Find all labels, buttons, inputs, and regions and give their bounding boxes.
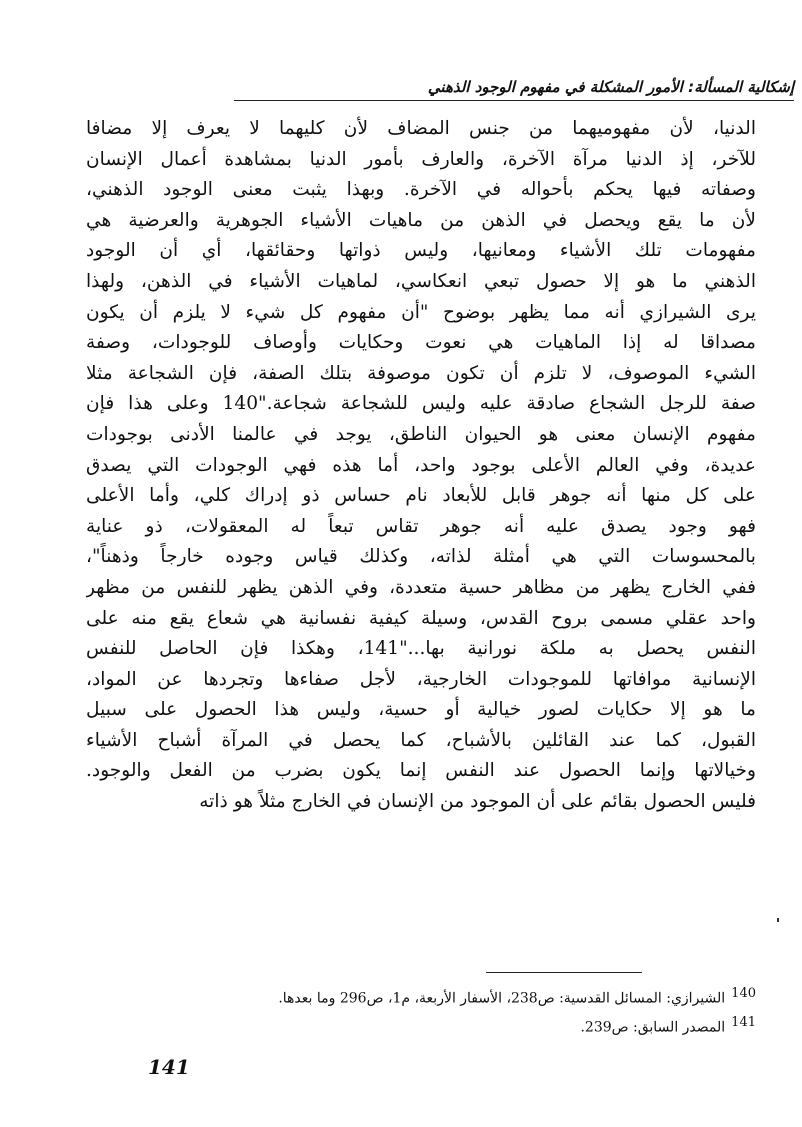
text-line: ففي الخارج يظهر من مظاهر حسية متعددة، وفي الذهن يظهر للنفس من مظهر — [86, 576, 756, 598]
text-line: عديدة، وفي العالم الأعلى بوجود واحد، أما هذه فهي الوجودات التي يصدق — [86, 454, 756, 476]
text-line: مفهوم الإنسان معنى هو الحيوان الناطق، يوجد في عالمنا الأدنى بوجودات — [86, 423, 756, 445]
footnote-number: 140 — [731, 986, 756, 1001]
text-line: القبول، كما عند القائلين بالأشباح، كما يحصل في المرآة أشباح الأشياء — [86, 729, 756, 751]
text-line: مفهومات تلك الأشياء ومعانيها، وليس ذواتها وحقائقها، أي أن الوجود — [86, 240, 756, 262]
text-line: الإنسانية موافاتها للموجودات الخارجية، لأجل صفاءها وتجردها عن المواد، — [86, 668, 756, 690]
running-header: إشكالية المسألة: الأمور المشكلة في مفهوم الوجود الذهني — [234, 78, 794, 101]
page-number: 141 — [148, 1055, 190, 1079]
footnote-divider — [486, 972, 642, 973]
text-line: وصفاته فيها يحكم بأحواله في الآخرة. وبهذا يثبت معنى الوجود الذهني، — [86, 179, 756, 201]
text-line: مصداقا له إذا الماهيات هي نعوت وحكايات وأوصاف للوجودات، وصفة — [86, 332, 756, 354]
text-line: واحد عقلي مسمى بروح القدس، وسيلة كيفية نفسانية هي شعاع يقع منه على — [86, 607, 756, 629]
footnotes — [116, 982, 756, 1039]
text-line: ما هو إلا حكايات لصور خيالية أو حسية، وليس هذا الحصول على سبيل — [86, 699, 756, 721]
text-line: الذهني ما هو إلا حصول تبعي انعكاسي، لماهيات الأشياء في الذهن، ولهذا — [86, 270, 756, 292]
text-line: يرى الشيرازي أنه مما يظهر بوضوح "أن مفهوم كل شيء لا يلزم أن يكون — [86, 301, 756, 323]
footnote-number: 141 — [731, 1014, 756, 1030]
footnote-text: الشيرازي: المسائل القدسية: ص238، الأسفار الأربعة، م1، ص296 وما بعدها. — [278, 990, 726, 1007]
text-line: للآخر، إذ الدنيا مرآة الآخرة، والعارف بأمور الدنيا بمشاهدة أعمال الإنسان — [86, 148, 756, 170]
text-line: فليس الحصول بقائم على أن الموجود من الإنسان في الخارج مثلاً هو ذاته — [199, 791, 756, 813]
text-line: الشيء الموصوف، لا تلزم أن تكون موصوفة بتلك الصفة، فإن الشجاعة مثلا — [86, 362, 756, 384]
text-line: وخيالاتها وإنما الحصول عند النفس إنما يكون بضرب من الفعل والوجود. — [86, 760, 756, 782]
text-line: صفة للرجل الشجاع صادقة عليه وليس للشجاعة شجاعة."140 وعلى هذا فإن — [86, 393, 756, 415]
text-line: بالمحسوسات التي هي أمثلة لذاته، وكذلك قياس وجوده خارجاً وذهناً"، — [86, 546, 756, 568]
scan-speck — [777, 918, 779, 922]
footnote-140 — [116, 982, 756, 1011]
text-line: لأن ما يقع ويحصل في الذهن من ماهيات الأشياء الجوهرية والعرضية هي — [86, 209, 756, 231]
footnote-141 — [116, 1011, 756, 1040]
text-line: فهو وجود يصدق عليه أنه جوهر تقاس تبعاً له المعقولات، ذو عناية — [86, 515, 756, 537]
text-line: الدنيا، لأن مفهوميهما من جنس المضاف لأن كليهما لا يعرف إلا مضافا — [86, 118, 756, 139]
text-line: النفس يحصل به ملكة نورانية بها..."141، وهكذا فإن الحاصل للنفس — [86, 638, 756, 660]
footnote-text: المصدر السابق: ص239. — [580, 1019, 726, 1036]
text-line: على كل منها أنه جوهر قابل للأبعاد نام حساس ذو إدراك كلي، وأما الأعلى — [86, 485, 756, 507]
body-text — [86, 114, 756, 818]
